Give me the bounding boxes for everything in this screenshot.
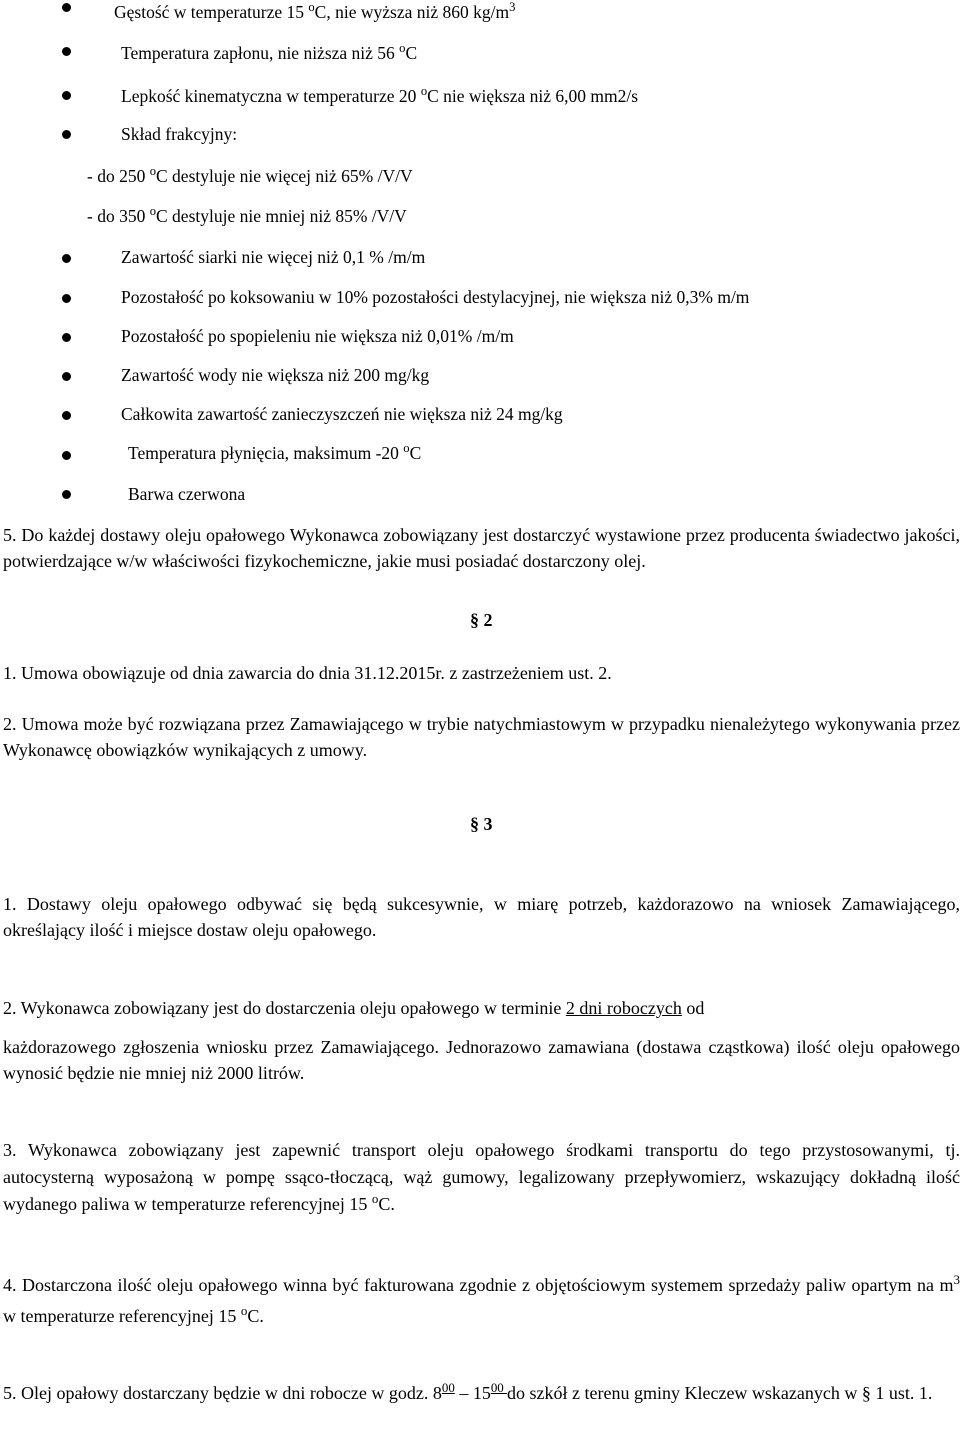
item-text: Lepkość kinematyczna w temperaturze 20 xyxy=(121,86,421,106)
section3-point-4 xyxy=(3,1270,960,1332)
paragraph-text: 2. Wykonawca zobowiązany jest do dostarczenia oleju opałowego w terminie xyxy=(3,998,566,1018)
list-item xyxy=(128,443,421,464)
superscript: 00 xyxy=(490,1379,508,1395)
item-text: Temperatura zapłonu, nie niższa niż 56 xyxy=(121,43,400,63)
list-item: Zawartość siarki nie więcej niż 0,1 % /m/m xyxy=(121,247,426,267)
item-text: Temperatura płynięcia, maksimum -20 xyxy=(128,443,404,463)
superscript: o xyxy=(308,0,315,15)
bullet-dot xyxy=(62,451,71,460)
list-item xyxy=(121,124,237,145)
paragraph-text: w temperaturze referencyjnej 15 xyxy=(3,1306,241,1326)
bullet-dot xyxy=(62,254,71,263)
paragraph-5: 5. Do każdej dostawy oleju opałowego Wykonawca zobowiązany jest dostarczyć wystawione przez producenta świadectwo jakości, potwierdzające w/w właściwości fizykochemiczne, jakie musi posiadać dostarczony olej. xyxy=(3,525,960,571)
bullet-dot xyxy=(62,47,71,56)
paragraph-text: od xyxy=(681,998,705,1018)
section2-point-2: 2. Umowa może być rozwiązana przez Zamawiającego w trybie natychmiastowym w przypadku nienależytego wykonywania przez Wykonawcę obowiązków wynikających z umowy. xyxy=(3,714,960,760)
item-text: Gęstość w temperaturze 15 xyxy=(114,2,309,22)
section3-point-5 xyxy=(3,1380,960,1406)
list-item xyxy=(114,2,515,23)
section3-point-1: 1. Dostawy oleju opałowego odbywać się będą sukcesywnie, w miarę potrzeb, każdorazowo na wniosek Zamawiającego, określający ilość i miejsce dostaw oleju opałowego. xyxy=(3,894,960,940)
bullet-dot xyxy=(62,490,71,499)
item-text: C nie większa niż 6,00 mm2/s xyxy=(427,86,639,106)
item-text: Barwa czerwona xyxy=(128,484,246,504)
superscript: 00 xyxy=(441,1379,455,1395)
item-text: Skład frakcyjny: xyxy=(121,124,238,144)
item-text: - do 350 xyxy=(87,206,150,226)
paragraph-text: 5. Olej opałowy dostarczany będzie w dni robocze w godz. 8 xyxy=(3,1383,442,1403)
list-item: Całkowita zawartość zanieczyszczeń nie większa niż 24 mg/kg xyxy=(121,404,563,424)
list-item: Zawartość wody nie większa niż 200 mg/kg xyxy=(121,365,430,385)
list-item xyxy=(121,86,638,107)
item-text: - do 250 xyxy=(87,166,150,186)
list-item xyxy=(121,43,417,64)
item-text: C, nie wyższa niż 860 kg/m xyxy=(314,2,510,22)
section3-point-2-line1 xyxy=(3,995,960,1021)
sub-item xyxy=(87,206,407,227)
paragraph-text: C. xyxy=(378,1194,395,1214)
superscript: o xyxy=(240,1302,248,1318)
bullet-dot xyxy=(62,372,71,381)
list-item xyxy=(128,484,245,505)
bullet-dot xyxy=(62,294,71,303)
sub-item xyxy=(87,166,413,187)
section-heading-3: § 3 xyxy=(470,814,493,834)
section2-point-1: 1. Umowa obowiązuje od dnia zawarcia do dnia 31.12.2015r. z zastrzeżeniem ust. 2. xyxy=(3,663,612,683)
paragraph-text: C. xyxy=(247,1306,264,1326)
paragraph-text: do szkół z terenu gminy Kleczew wskazanych w § 1 ust. 1. xyxy=(507,1383,933,1403)
item-text: C xyxy=(405,43,418,63)
superscript: o xyxy=(149,164,156,179)
superscript: o xyxy=(149,204,156,219)
section3-point-3 xyxy=(3,1137,960,1218)
superscript: 3 xyxy=(953,1271,960,1287)
superscript: o xyxy=(371,1190,379,1206)
bullet-dot xyxy=(62,3,71,12)
bullet-dot xyxy=(62,411,71,420)
superscript: o xyxy=(420,84,428,99)
bullet-dot xyxy=(62,130,71,139)
bullet-dot xyxy=(62,333,71,342)
list-item: Pozostałość po spopieleniu nie większa niż 0,01% /m/m xyxy=(121,326,514,346)
paragraph-text: 4. Dostarczona ilość oleju opałowego winna być fakturowana zgodnie z objętościowym systemem sprzedaży paliw opartym na m xyxy=(3,1275,954,1295)
superscript: 3 xyxy=(509,0,516,15)
item-text: C xyxy=(409,443,422,463)
superscript: o xyxy=(403,441,410,456)
paragraph-text: – 15 xyxy=(454,1383,491,1403)
list-item: Pozostałość po koksowaniu w 10% pozostałości destylacyjnej, nie większa niż 0,3% m/m xyxy=(121,287,750,307)
section-heading-2: § 2 xyxy=(470,610,493,630)
paragraph-text: 3. Wykonawca zobowiązany jest zapewnić transport oleju opałowego środkami transportu do tego przystosowanymi, tj. autocysterną wyposażoną w pompę ssąco-tłoczącą, wąż gumowy, legalizowany przepływomierz, wskazujący dokładną ilość wydanego paliwa w temperaturze referencyjnej 15 xyxy=(3,1140,960,1214)
item-text: C destyluje nie więcej niż 65% /V/V xyxy=(156,166,413,186)
item-text: C destyluje nie mniej niż 85% /V/V xyxy=(156,206,407,226)
section3-point-2-rest: każdorazowego zgłoszenia wniosku przez Zamawiającego. Jednorazowo zamawiana (dostawa cząstkowa) ilość oleju opałowego wynosić będzie nie mniej niż 2000 litrów. xyxy=(3,1037,960,1083)
superscript: o xyxy=(399,41,406,56)
underlined-text: 2 dni roboczych xyxy=(565,998,682,1018)
bullet-dot xyxy=(62,91,71,100)
